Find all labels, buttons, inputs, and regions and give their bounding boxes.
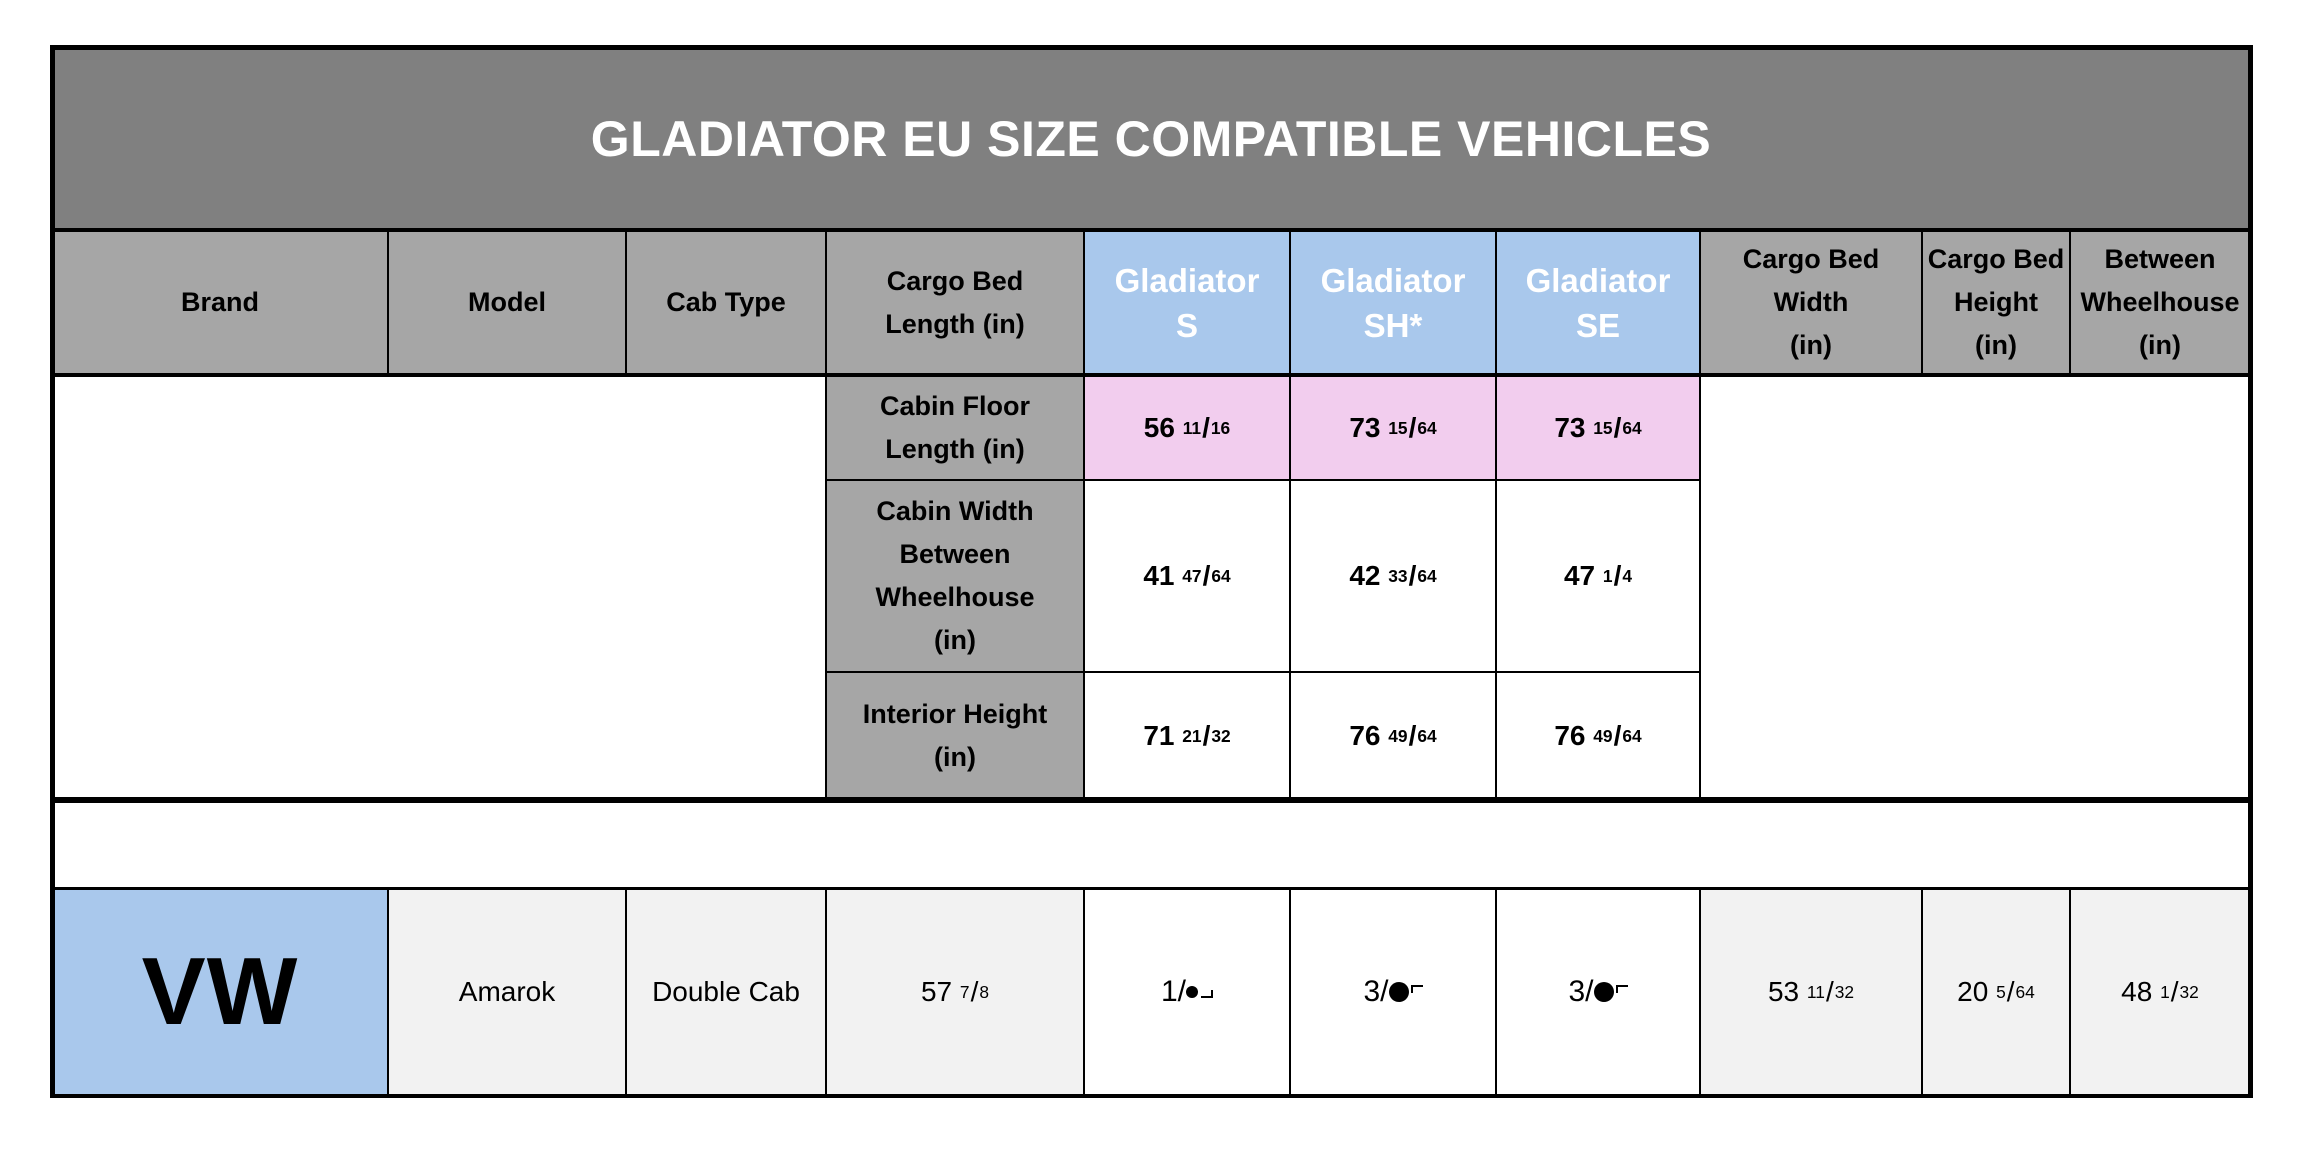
small-dot-corner-icon xyxy=(1186,986,1213,998)
spec-value-se-interior-height: 76 49 / 64 xyxy=(1496,672,1700,800)
header-cargo-bed-height: Cargo Bed Height (in) xyxy=(1922,230,2070,375)
spec-value-sh-interior-height: 76 49 / 64 xyxy=(1290,672,1496,800)
vehicle-fit-sh: 3/ xyxy=(1290,888,1496,1096)
table-border-top xyxy=(50,45,2253,50)
vehicle-brand: VW xyxy=(52,888,388,1096)
table-title-text: GLADIATOR EU SIZE COMPATIBLE VEHICLES xyxy=(590,110,1712,167)
grid-line xyxy=(625,888,627,1096)
grid-line xyxy=(1495,888,1497,1096)
spec-value-se-cabin-width: 47 1 / 4 xyxy=(1496,480,1700,672)
header-brand: Brand xyxy=(52,230,388,375)
spec-value-sh-cabin-floor-length: 73 15 / 64 xyxy=(1290,375,1496,480)
large-dot-corner-icon xyxy=(1594,982,1628,1002)
spec-blank-right xyxy=(1700,375,2250,800)
grid-line xyxy=(387,888,389,1096)
grid-line xyxy=(1289,230,1291,800)
grid-line xyxy=(826,479,1700,481)
grid-line xyxy=(825,888,827,1096)
header-gladiator-s: Gladiator S xyxy=(1084,230,1290,375)
grid-line xyxy=(50,797,2253,803)
vehicle-fit-s: 1/ xyxy=(1084,888,1290,1096)
vehicle-cargo-bed-length: 57 7 / 8 xyxy=(826,888,1084,1096)
grid-line xyxy=(1921,230,1923,375)
grid-line xyxy=(1083,888,1085,1096)
grid-line xyxy=(1495,230,1497,800)
spec-value-sh-cabin-width: 42 33 / 64 xyxy=(1290,480,1496,672)
header-cargo-bed-width: Cargo Bed Width (in) xyxy=(1700,230,1922,375)
header-cab-type: Cab Type xyxy=(626,230,826,375)
large-dot-corner-icon xyxy=(1389,982,1423,1002)
spec-label-interior-height: Interior Height (in) xyxy=(826,672,1084,800)
grid-line xyxy=(1699,888,1701,1096)
grid-line xyxy=(825,230,827,800)
grid-line xyxy=(826,671,1700,673)
vehicle-model: Amarok xyxy=(388,888,626,1096)
table-title xyxy=(52,47,2250,230)
spec-label-cabin-floor-length: Cabin Floor Length (in) xyxy=(826,375,1084,480)
grid-line xyxy=(387,230,389,375)
header-model: Model xyxy=(388,230,626,375)
grid-line xyxy=(2069,230,2071,375)
grid-line xyxy=(1699,230,1701,800)
vehicle-fit-se: 3/ xyxy=(1496,888,1700,1096)
spec-label-cabin-width: Cabin Width Between Wheelhouse (in) xyxy=(826,480,1084,672)
spec-value-se-cabin-floor-length: 73 15 / 64 xyxy=(1496,375,1700,480)
vehicle-cargo-bed-height: 20 5 / 64 xyxy=(1922,888,2070,1096)
spec-value-s-interior-height: 71 21 / 32 xyxy=(1084,672,1290,800)
grid-line xyxy=(625,230,627,375)
grid-line xyxy=(1289,888,1291,1096)
header-between-wheelhouse: Between Wheelhouse (in) xyxy=(2070,230,2250,375)
grid-line xyxy=(1083,230,1085,800)
header-gladiator-se: Gladiator SE xyxy=(1496,230,1700,375)
spec-value-s-cabin-floor-length: 56 11 / 16 xyxy=(1084,375,1290,480)
grid-line xyxy=(2069,888,2071,1096)
header-gladiator-sh: Gladiator SH* xyxy=(1290,230,1496,375)
separator-row xyxy=(52,800,2250,888)
vehicle-cargo-bed-width: 53 11 / 32 xyxy=(1700,888,1922,1096)
table-border-left xyxy=(50,45,55,1098)
vehicle-between-wheelhouse: 48 1 / 32 xyxy=(2070,888,2250,1096)
header-cargo-bed-length: Cargo Bed Length (in) xyxy=(826,230,1084,375)
vehicle-cab-type: Double Cab xyxy=(626,888,826,1096)
spec-blank-left xyxy=(52,375,826,800)
table-border-right xyxy=(2248,45,2253,1098)
grid-line xyxy=(1921,888,1923,1096)
spec-value-s-cabin-width: 41 47 / 64 xyxy=(1084,480,1290,672)
